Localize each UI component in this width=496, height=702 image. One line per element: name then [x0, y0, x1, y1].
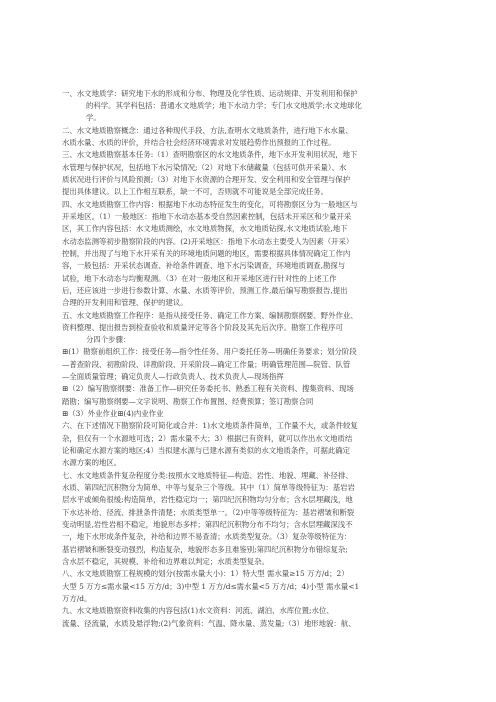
text-line: 一，地下水形成条件复杂，补给和边界不易查清；水质类型复杂。（3）复杂等级特征为： [62, 532, 352, 541]
text-line: 流量、径流量，水质及悬浮物;(2)气象资料：气温、降水量、蒸发量;（3）地形地貌：航、 [62, 619, 356, 628]
text-line: 控制，并出现了与地下水开采有关的环境地质问题的地区，需要根据具体情况确定工作内 [62, 249, 351, 258]
text-line: 含水层不稳定，其规模、补给和边界难以判定；水质类型复杂。 [62, 557, 269, 566]
text-line: 试验，地下水动态与均衡观测。（3）在对一般地区和开采地区进行针对性的上述工作 [62, 274, 337, 283]
text-line: 三、水文地质勘察基本任务:（1）查明勘察区的水文地质条件，地下水开发利用状况，地下 [62, 150, 358, 159]
text-line: 水质、第四纪沉积物分为简单、中等与复杂三个等级。其中（1）简单等级特征为：基岩岩 [62, 483, 355, 492]
text-line: 质状况进行评价与风险预测;（3）对地下水资源的合理开发、安全利用和安全管理与保护 [62, 175, 351, 184]
text-line: 基岩褶皱和断裂变动强烈，构造复杂，地貌形态多且难鉴别;第四纪沉积物分布错综复杂; [62, 545, 348, 554]
text-line: 水质水量、水质的评价，并结合社会经济环境需求对发展趋势作出预报的工作过程。 [62, 138, 336, 147]
text-line: 九、水文地质勘察资料收集的内容包括(1)水文资料：河流、湖泊、水库位置;水位、 [62, 606, 334, 615]
text-line: ⊞（3）外业作业⊞(4)内业作业 [62, 409, 164, 418]
text-line: 八、水文地质勘察工程规模的划分(按需水量大小)：1）特大型 需水量≥15 万方/d；2） [62, 569, 349, 578]
text-line: 论和确定水源方案的地区;4）当拟建水源与已建水源有类似的水文地质条件，可据此确定 [62, 446, 351, 455]
text-line: 提出具体建议。以上工作相互联系，缺一不可，否则就不可能说是全部完成任务。 [62, 187, 329, 196]
text-line: 踏勘；编写勘察纲要—文字说明、勘察工作布置图、经费预算；签订勘察合同 [62, 397, 314, 406]
text-line: 容，一般包括：开采状态调查、补给条件调查、地下水污染调查，环境地质调查,勘探与 [62, 261, 346, 270]
text-line: —全面质量管理；确定负责人—行政负责人、技术负责人—现场指挥 [62, 372, 284, 381]
text-line: ⊞(1）勘察前组织工作：接受任务—指令性任务、用户委托任务—明确任务要求；划分阶段 [62, 347, 357, 356]
text-line: 二、水文地质勘察概念：通过各种现代手段、方法,查明水文地质条件，进行地下水水量、 [62, 126, 353, 135]
text-line: 后，还应该进一步进行参数计算、水量、水质等评价、预测工作,最后编写勘察报告,提出 [62, 286, 348, 295]
text-line: —普查阶段、初勘阶段、详勘阶段、开采阶段—确定工作量；明确管理范围—院管、队管 [62, 360, 351, 369]
text-line: 四、水文地质勘察工作内容：根据地下水动态特征发生的变化，可将勘察区分为一般地区与 [62, 200, 358, 209]
text-line: 合理的开发利用和管理、保护的建议。 [62, 298, 188, 307]
text-line: 资料整理、提出报告到检查验收和质量评定等各个阶段及其先后次序。勘察工作程序可 [62, 323, 343, 332]
text-line: 区，其工作内容包括：水文地质测绘，水文地质物探，水文地质钻探,水文地质试验,地下 [62, 224, 348, 233]
text-line: 开采地区。（1）一般地区：指地下水动态基本受自然因素控制，包括未开采区和少量开采 [62, 212, 352, 221]
text-line: 水管理与保护状况，包括地下水污染情况;（2）对地下水储藏量（包括可供开采量）、水 [62, 163, 347, 172]
text-line: 水源方案的地区。 [62, 458, 122, 467]
text-line: 大型 5 万方≤需水量<15 万方/d；3)中型 1 万方/d≤需水量<5 万方/d；4)小型 需水量<1 [62, 582, 360, 591]
text-line: ⊞（2）编写勘察纲要：准备工作—研究任务委托书、熟悉工程有关资料、搜集资料、现场 [62, 384, 354, 393]
text-line: 分四个步骤： [86, 335, 131, 344]
text-line: 杂，但仅有一个水源地可选；2）需水量不大；3）根据已有资料，就可以作出水文地质结 [62, 434, 353, 443]
text-line: 六、在下述情况下勘察阶段可简化或合并：1)水文地质条件简单，工作量不大，或条件较复 [62, 421, 358, 430]
text-line: 水动态监测等初步勘察阶段的内容。(2)开采地区：指地下水动态主要受人为因素（开采） [62, 237, 354, 246]
text-line: 万方/d。 [62, 594, 92, 603]
text-line: 变动明显,岩性岩相不稳定，地貌形态多样；第四纪沉积物分布不均匀；含水层埋藏深浅不 [62, 520, 353, 529]
text-line: 的科学。其学科包括：普通水文地质学；地下水动力学；专门水文地质学;水文地球化 [86, 101, 362, 110]
text-line: 学。 [86, 113, 101, 122]
text-line: 五、水文地质勘察工作程序：是指从接受任务、确定工作方案、编制勘察纲要、野外作业、 [62, 311, 358, 320]
text-line: 下水达补给、径流、排泄条件清楚；水质类型单一。（2)中等等级特征为：基岩褶皱和断裂 [62, 508, 355, 517]
text-line: 一、水文地质学：研究地下水的形成和分布、物理及化学性质、运动规律、开发利用和保护 [62, 89, 358, 98]
text-line: 七、水文地质条件复杂程度分类:按照水文地质特征—构造、岩性、地貌、埋藏、补径排、 [62, 471, 353, 480]
text-line: 层水平或倾角很缓;构造简单，岩性稳定均一；第四纪沉积物均匀分布；含水层埋藏浅，地 [62, 495, 353, 504]
